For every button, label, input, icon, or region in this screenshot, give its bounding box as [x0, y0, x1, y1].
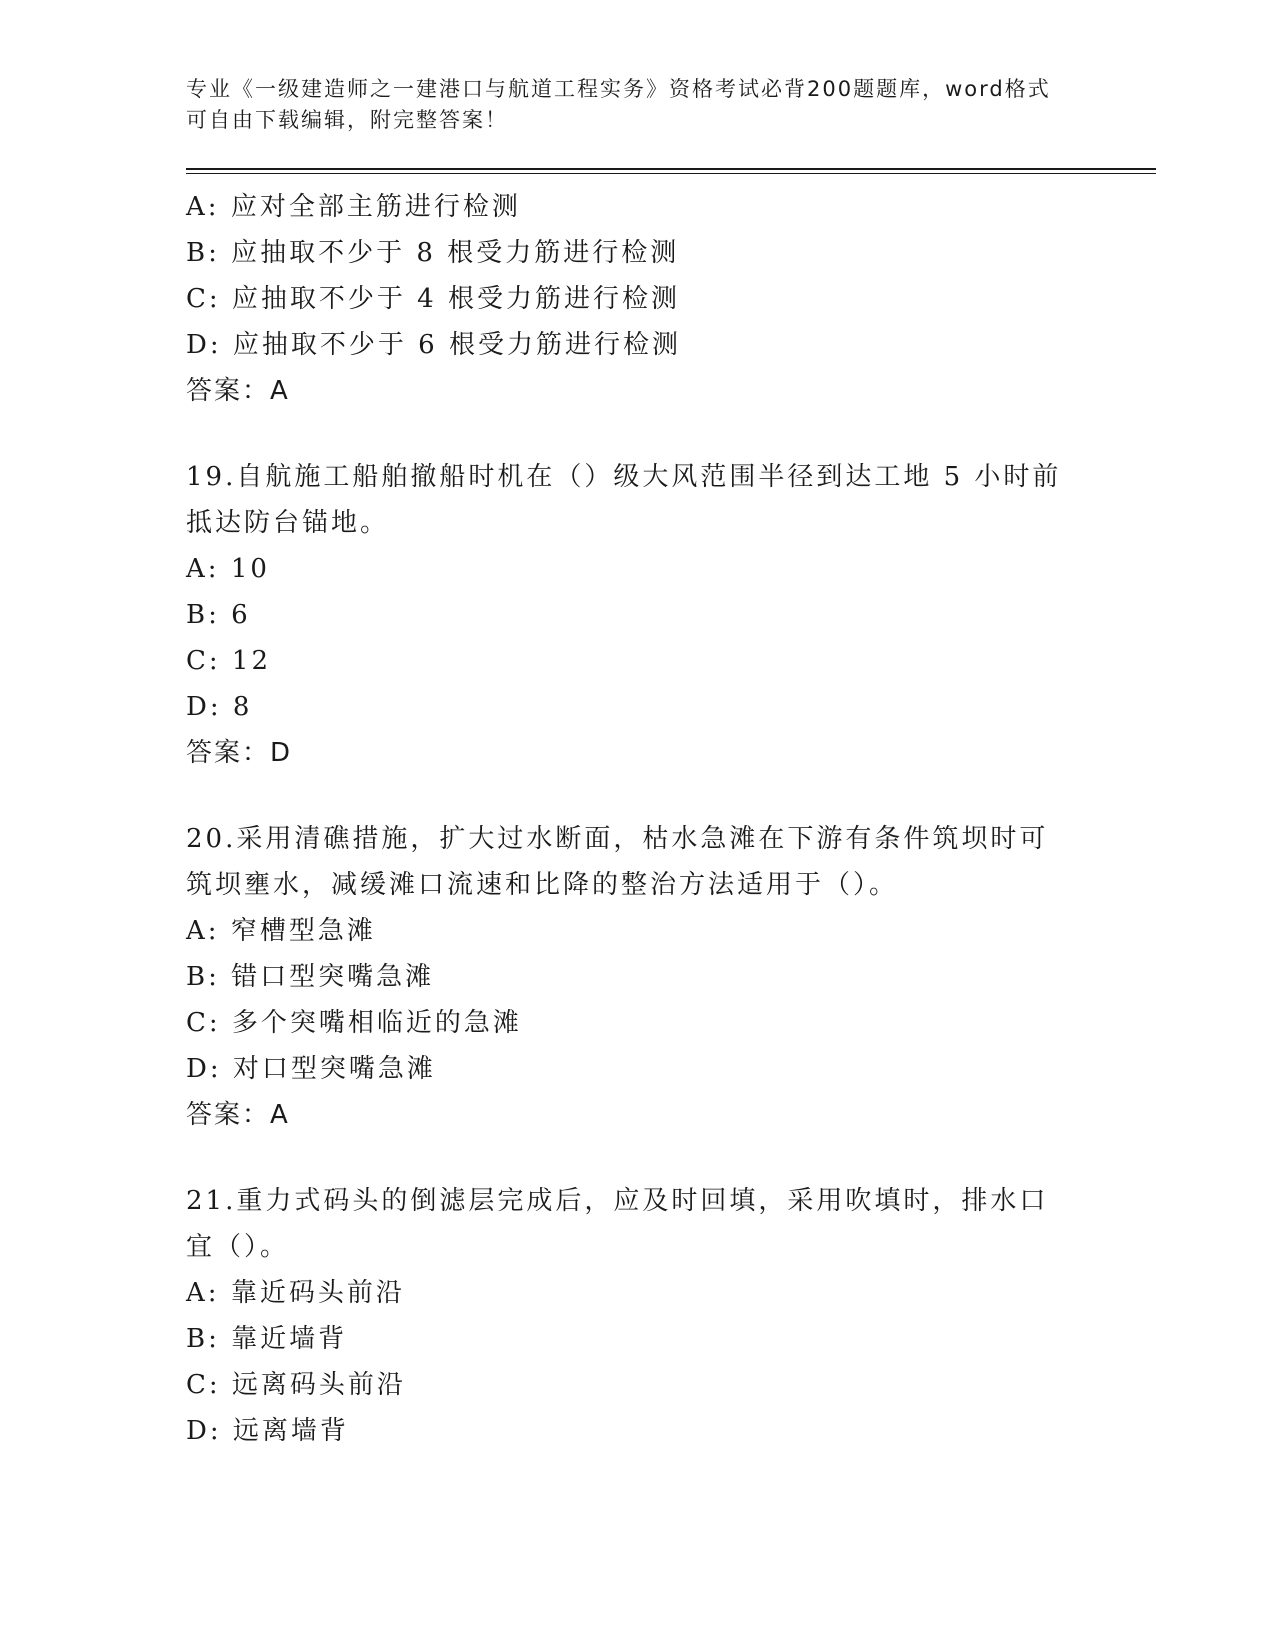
option-d: D: 8 — [186, 692, 253, 722]
option-c: C: 12 — [186, 646, 272, 676]
answer-line: 答案：A — [186, 1100, 290, 1130]
question-stem: 21.重力式码头的倒滤层完成后，应及时回填，采用吹填时，排水口宜（）。 — [186, 1186, 1049, 1262]
question-19 — [186, 454, 1156, 776]
option-d: D: 远离墙背 — [186, 1416, 349, 1446]
option-d: D: 对口型突嘴急滩 — [186, 1054, 436, 1084]
document-page — [186, 74, 1156, 1454]
option-b: B: 靠近墙背 — [186, 1324, 348, 1354]
answer-line: 答案：A — [186, 376, 290, 406]
option-a: A: 应对全部主筋进行检测 — [186, 192, 521, 222]
option-a: A: 靠近码头前沿 — [186, 1278, 405, 1308]
question-stem: 20.采用清礁措施，扩大过水断面，枯水急滩在下游有条件筑坝时可筑坝壅水，减缓滩口流速和比降的整治方法适用于（）。 — [186, 824, 1049, 900]
answer-line: 答案：D — [186, 738, 293, 768]
question-21 — [186, 1178, 1156, 1454]
question-20 — [186, 816, 1156, 1138]
header-divider — [186, 168, 1156, 174]
option-b: B: 应抽取不少于 8 根受力筋进行检测 — [186, 238, 680, 268]
option-b: B: 错口型突嘴急滩 — [186, 962, 435, 992]
question-stem: 19.自航施工船舶撤船时机在（）级大风范围半径到达工地 5 小时前抵达防台锚地。 — [186, 462, 1062, 538]
option-d: D: 应抽取不少于 6 根受力筋进行检测 — [186, 330, 681, 360]
option-c: C: 多个突嘴相临近的急滩 — [186, 1008, 522, 1038]
document-header: 专业《一级建造师之一建港口与航道工程实务》资格考试必背200题题库，word格式可自由下载编辑，附完整答案！ — [186, 77, 1051, 132]
question-18-continuation — [186, 184, 1156, 414]
option-c: C: 应抽取不少于 4 根受力筋进行检测 — [186, 284, 680, 314]
option-a: A: 10 — [186, 554, 270, 584]
option-a: A: 窄槽型急滩 — [186, 916, 376, 946]
option-c: C: 远离码头前沿 — [186, 1370, 406, 1400]
option-b: B: 6 — [186, 600, 251, 630]
